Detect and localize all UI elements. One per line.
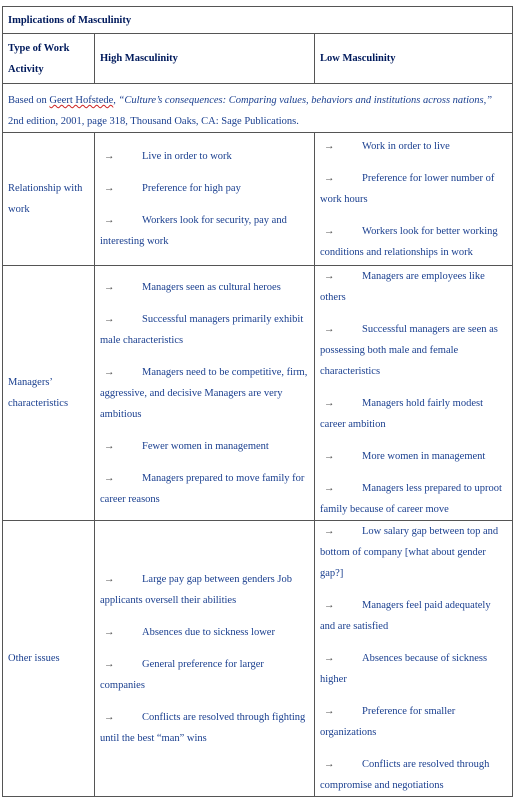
arrow-bullet-icon: →	[104, 183, 115, 194]
list-item	[320, 701, 507, 743]
list-item-text: Managers seen as cultural heroes	[142, 281, 281, 293]
low-cell	[315, 266, 513, 521]
list-item	[100, 210, 309, 252]
list-item-text: Preference for high pay	[142, 183, 241, 194]
arrow-bullet-icon: →	[104, 440, 115, 452]
list-item	[320, 648, 507, 690]
low-cell	[315, 521, 513, 797]
list-item-text: Managers feel paid adequately and are satisfied	[320, 600, 491, 632]
arrow-bullet-icon: →	[104, 626, 115, 638]
document-page	[2, 6, 512, 797]
item-spacer	[100, 457, 309, 468]
item-spacer	[100, 425, 309, 436]
item-spacer	[100, 696, 309, 707]
list-item	[100, 468, 309, 510]
list-item-text: Workers look for better working conditions and relationships in work	[320, 225, 498, 258]
arrow-bullet-icon: →	[104, 313, 115, 325]
arrow-bullet-icon: →	[324, 398, 335, 409]
arrow-bullet-icon: →	[104, 151, 115, 162]
list-item	[100, 622, 309, 643]
arrow-bullet-icon: →	[324, 600, 335, 611]
list-item	[320, 266, 507, 308]
arrow-bullet-icon: →	[324, 324, 335, 335]
row-label: Relationship with work	[8, 183, 83, 215]
header-type-of-work	[3, 34, 95, 84]
item-spacer	[100, 643, 309, 654]
arrow-bullet-icon: →	[104, 711, 115, 723]
arrow-bullet-icon: →	[324, 706, 335, 717]
row-label-cell	[3, 266, 95, 521]
list-item-text: Fewer women in management	[142, 440, 269, 452]
arrow-bullet-icon: →	[324, 451, 335, 462]
list-item	[100, 436, 309, 457]
arrow-bullet-icon: →	[104, 215, 115, 226]
arrow-bullet-icon: →	[324, 759, 335, 770]
list-item-text: Low salary gap between top and bottom of company [what about gender gap?]	[320, 526, 499, 579]
list-item	[320, 221, 507, 263]
item-spacer	[320, 308, 507, 319]
list-item-text: Managers hold fairly modest career ambition	[320, 398, 484, 430]
list-item-text: Managers are employees like others	[320, 271, 485, 303]
list-item-text: Live in order to work	[142, 151, 232, 162]
item-spacer	[320, 210, 507, 221]
list-item-text: Conflicts are resolved through compromise and negotiations	[320, 759, 490, 791]
list-item	[320, 393, 507, 435]
arrow-bullet-icon: →	[324, 653, 335, 664]
list-item	[100, 362, 309, 425]
table-title-cell	[3, 7, 513, 34]
list-item	[100, 569, 309, 611]
table-header-row	[3, 34, 513, 84]
list-item	[100, 178, 309, 199]
item-spacer	[100, 351, 309, 362]
list-item-text: Absences due to sickness lower	[142, 626, 275, 638]
item-spacer	[320, 690, 507, 701]
item-spacer	[320, 157, 507, 168]
header-type-label: Type of Work Activity	[8, 42, 70, 75]
item-spacer	[100, 611, 309, 622]
arrow-bullet-icon: →	[324, 483, 335, 494]
item-spacer	[320, 743, 507, 754]
list-item	[320, 754, 507, 796]
list-item	[100, 707, 309, 749]
item-spacer	[320, 467, 507, 478]
table-title: Implications of Masculinity	[8, 14, 132, 26]
list-item	[320, 595, 507, 637]
list-item	[320, 319, 507, 382]
header-low-label: Low Masculinity	[320, 53, 396, 64]
list-item-text: Conflicts are resolved through fighting until the best “man” wins	[100, 711, 306, 744]
table-row	[3, 266, 513, 521]
table-title-row	[3, 7, 513, 34]
list-item-text: General preference for larger companies	[100, 658, 264, 691]
item-spacer	[100, 298, 309, 309]
list-item-text: Preference for lower number of work hours	[320, 172, 495, 205]
item-spacer	[320, 435, 507, 446]
list-item-text: Managers prepared to move family for career reasons	[100, 472, 305, 505]
list-item-text: Workers look for security, pay and interesting work	[100, 215, 287, 247]
item-spacer	[100, 199, 309, 210]
list-item	[320, 446, 507, 467]
source-separator: ,	[113, 95, 119, 106]
arrow-bullet-icon: →	[104, 658, 115, 670]
row-label-cell	[3, 521, 95, 797]
list-item	[100, 277, 309, 298]
arrow-bullet-icon: →	[324, 225, 335, 237]
list-item-text: Large pay gap between genders Job applicants oversell their abilities	[100, 573, 292, 606]
high-cell	[95, 133, 315, 266]
header-high-label: High Masculinity	[100, 53, 178, 64]
source-details: 2nd edition, 2001, page 318, Thousand Oaks, CA: Sage Publications.	[8, 116, 299, 127]
low-cell	[315, 133, 513, 266]
source-row	[3, 84, 513, 133]
list-item-text: Managers less prepared to uproot family because of career move	[320, 483, 502, 515]
row-label: Other issues	[8, 653, 60, 664]
masculinity-table	[2, 6, 513, 797]
arrow-bullet-icon: →	[104, 472, 115, 484]
high-cell	[95, 266, 315, 521]
arrow-bullet-icon: →	[324, 526, 335, 537]
table-row	[3, 133, 513, 266]
list-item-text: Absences because of sickness higher	[320, 653, 488, 685]
arrow-bullet-icon: →	[104, 281, 115, 293]
arrow-bullet-icon: →	[324, 271, 335, 282]
row-label: Managers’ characteristics	[8, 377, 69, 409]
list-item-text: Successful managers primarily exhibit male characteristics	[100, 313, 304, 346]
table-row	[3, 521, 513, 797]
arrow-bullet-icon: →	[104, 366, 115, 378]
source-book-title: “Culture’s consequences: Comparing values, behaviors and institutions across nations,”	[118, 95, 493, 106]
list-item-text: Successful managers are seen as possessing both male and female characteristics	[320, 324, 498, 377]
list-item-text: Preference for smaller organizations	[320, 706, 456, 738]
list-item-text: Work in order to live	[362, 140, 450, 152]
high-cell	[95, 521, 315, 797]
list-item	[100, 309, 309, 351]
source-author: Geert Hofstede	[49, 95, 114, 106]
list-item	[320, 478, 507, 520]
row-label-cell	[3, 133, 95, 266]
list-item-text: Managers need to be competitive, firm, aggressive, and decisive Managers are very ambitious	[100, 366, 308, 420]
arrow-bullet-icon: →	[324, 140, 335, 152]
header-low-masculinity	[315, 34, 513, 84]
arrow-bullet-icon: →	[324, 172, 335, 184]
list-item	[100, 146, 309, 167]
item-spacer	[100, 167, 309, 178]
arrow-bullet-icon: →	[104, 573, 115, 585]
list-item	[320, 168, 507, 210]
header-high-masculinity	[95, 34, 315, 84]
list-item	[100, 654, 309, 696]
source-prefix: Based on	[8, 95, 50, 106]
item-spacer	[320, 382, 507, 393]
source-citation	[3, 84, 513, 133]
item-spacer	[320, 637, 507, 648]
item-spacer	[320, 584, 507, 595]
list-item	[320, 521, 507, 584]
list-item	[320, 136, 507, 157]
list-item-text: More women in management	[362, 451, 486, 462]
